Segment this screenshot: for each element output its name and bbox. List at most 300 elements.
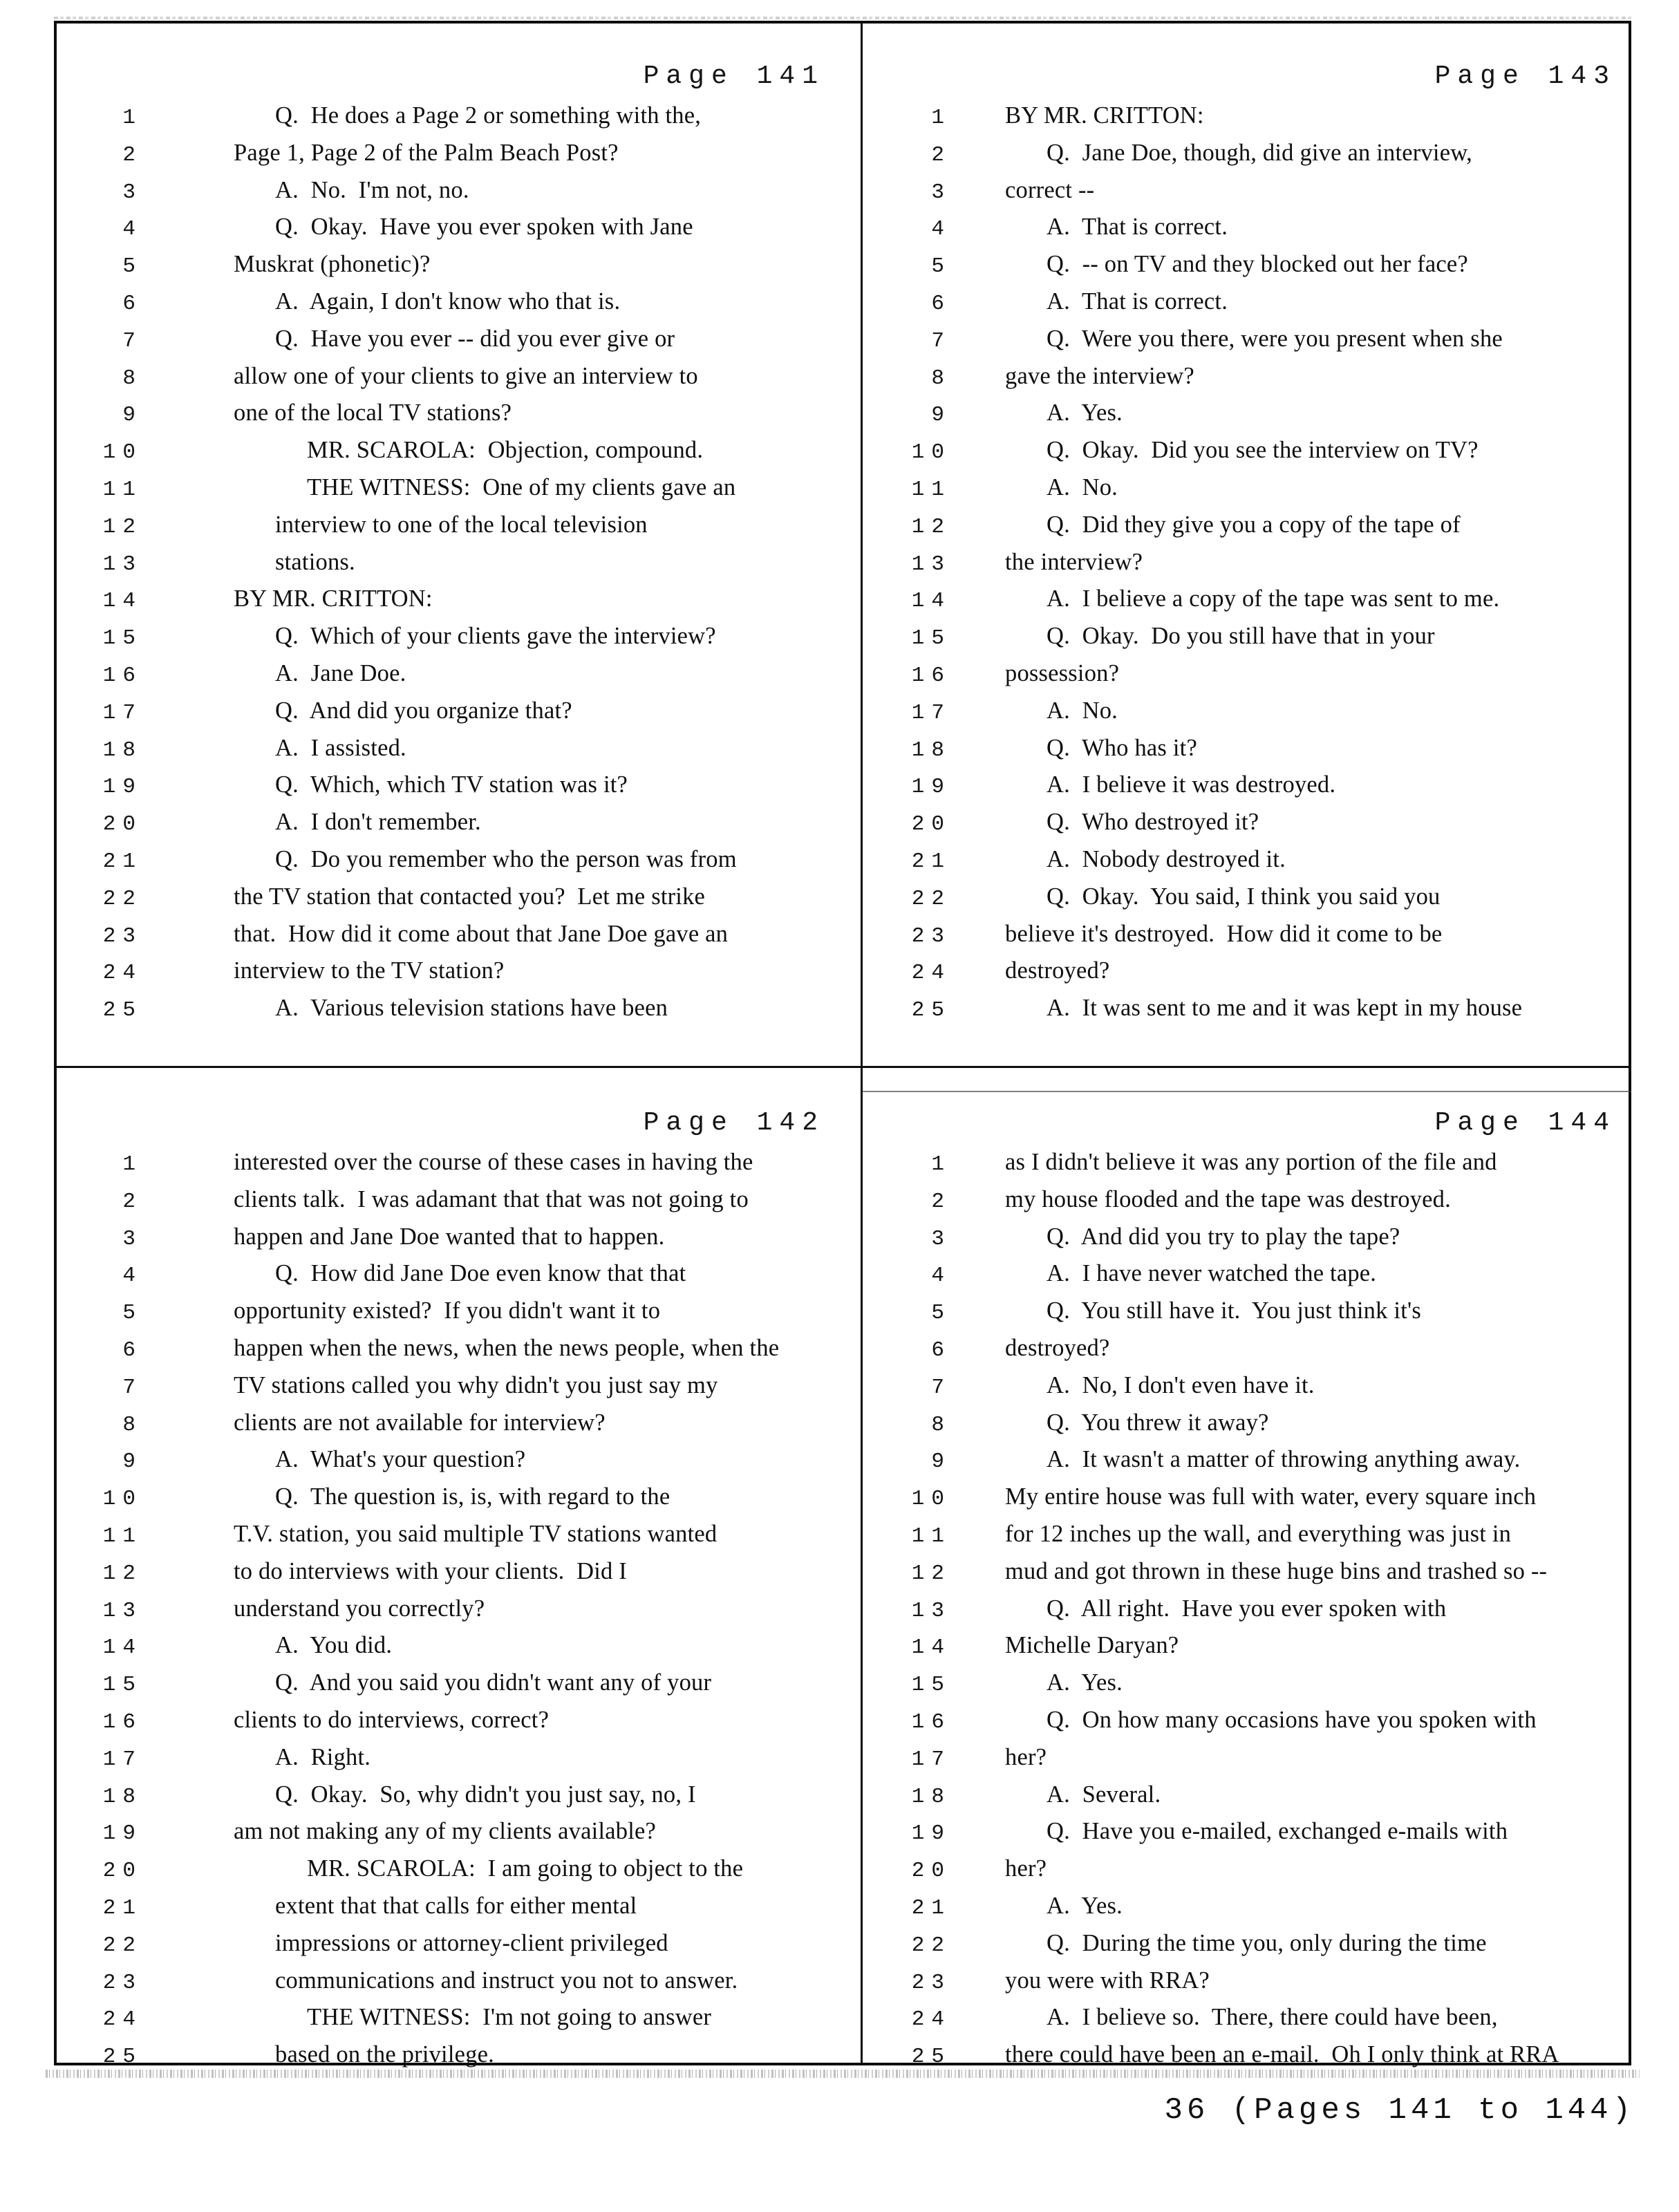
line-number: 13 <box>102 552 142 577</box>
line-number: 10 <box>102 1487 142 1512</box>
transcript-line <box>54 288 861 326</box>
line-text: clients to do interviews, correct? <box>234 1706 550 1733</box>
transcript-line <box>863 846 1631 883</box>
line-number: 19 <box>102 775 142 800</box>
line-number: 19 <box>102 1821 142 1846</box>
line-number: 19 <box>911 775 951 800</box>
line-number: 2 <box>122 142 142 167</box>
line-number: 8 <box>931 366 951 391</box>
line-number: 21 <box>102 1895 142 1920</box>
transcript-line <box>54 140 861 177</box>
transcript-line <box>863 2004 1631 2041</box>
line-text: Q. The question is, is, with regard to the <box>275 1483 670 1510</box>
line-text: A. I have never watched the tape. <box>1047 1260 1377 1287</box>
transcript-line <box>863 512 1631 549</box>
line-number: 24 <box>102 2007 142 2032</box>
transcript-line <box>863 921 1631 958</box>
line-text: destroyed? <box>1005 1334 1110 1361</box>
line-text: Q. -- on TV and they blocked out her face? <box>1047 251 1468 278</box>
line-text: Q. Which of your clients gave the interview? <box>275 623 716 650</box>
transcript-line <box>863 140 1631 177</box>
line-number: 25 <box>102 2045 142 2070</box>
line-text: Q. Okay. Did you see the interview on TV? <box>1047 437 1479 464</box>
line-number: 11 <box>911 1524 951 1548</box>
line-text: Q. Were you there, were you present when she <box>1047 325 1503 352</box>
line-text: THE WITNESS: I'm not going to answer <box>307 2004 712 2031</box>
scan-noise-top <box>54 17 1631 19</box>
line-number: 17 <box>102 1747 142 1772</box>
transcript-line <box>863 1707 1631 1744</box>
line-number: 22 <box>911 1933 951 1958</box>
line-text: happen and Jane Doe wanted that to happen. <box>234 1223 665 1250</box>
line-number: 25 <box>911 2045 951 2070</box>
line-text: stations. <box>275 548 355 575</box>
line-number: 14 <box>911 589 951 614</box>
line-text: to do interviews with your clients. Did I <box>234 1557 627 1584</box>
line-number: 4 <box>122 1264 142 1288</box>
line-text: A. Several. <box>1047 1781 1161 1808</box>
line-number: 8 <box>122 366 142 391</box>
line-text: the TV station that contacted you? Let me strike <box>234 883 706 910</box>
line-text: you were with RRA? <box>1005 1967 1210 1994</box>
line-number: 10 <box>911 1487 951 1512</box>
transcript-line <box>863 1149 1631 1186</box>
line-number: 2 <box>931 142 951 167</box>
transcript-line <box>863 1930 1631 1967</box>
line-number: 12 <box>102 1561 142 1586</box>
transcript-line <box>54 1483 861 1521</box>
line-text: Q. You threw it away? <box>1047 1409 1269 1436</box>
line-text: Michelle Daryan? <box>1005 1632 1179 1659</box>
line-text: based on the privilege. <box>275 2041 494 2068</box>
line-number: 7 <box>122 1375 142 1400</box>
transcript-line <box>863 957 1631 995</box>
transcript-line <box>54 585 861 623</box>
transcript-line <box>863 1372 1631 1409</box>
line-number: 6 <box>931 291 951 316</box>
line-text: A. Yes. <box>1047 400 1123 427</box>
line-number: 11 <box>102 477 142 502</box>
transcript-line <box>54 735 861 772</box>
transcript-line <box>54 363 861 400</box>
transcript-line <box>863 1335 1631 1372</box>
line-number: 13 <box>911 1598 951 1623</box>
line-text: Q. Who has it? <box>1047 734 1197 761</box>
transcript-line <box>863 1483 1631 1521</box>
line-text: the interview? <box>1005 548 1143 575</box>
line-text: interview to one of the local television <box>275 511 648 538</box>
transcript-line <box>54 1781 861 1819</box>
line-number: 16 <box>102 663 142 688</box>
transcript-line <box>54 437 861 474</box>
line-number: 6 <box>931 1338 951 1362</box>
line-text: communications and instruct you not to answer. <box>275 1967 738 1994</box>
transcript-line <box>863 995 1631 1032</box>
line-text: allow one of your clients to give an interview to <box>234 362 698 389</box>
line-number: 20 <box>911 1859 951 1884</box>
line-text: Q. Did they give you a copy of the tape of <box>1047 511 1461 538</box>
line-text: A. I believe so. There, there could have been, <box>1047 2004 1498 2031</box>
transcript-line <box>54 1186 861 1224</box>
line-text: interested over the course of these cases in having the <box>234 1149 753 1175</box>
line-text: Q. He does a Page 2 or something with the, <box>275 102 702 129</box>
line-number: 20 <box>911 812 951 837</box>
line-number: 7 <box>931 1375 951 1400</box>
line-text: T.V. station, you said multiple TV stations wanted <box>234 1520 717 1547</box>
line-text: A. No. <box>1047 474 1118 500</box>
line-number: 15 <box>911 1673 951 1698</box>
transcript-line <box>54 2004 861 2041</box>
transcript-line <box>54 697 861 735</box>
transcript-line <box>54 1260 861 1297</box>
line-number: 2 <box>931 1189 951 1214</box>
transcript-line <box>54 921 861 958</box>
transcript-line <box>54 326 861 363</box>
line-number: 21 <box>911 849 951 874</box>
line-text: MR. SCAROLA: I am going to object to the <box>307 1855 744 1882</box>
line-text: Q. How did Jane Doe even know that that <box>275 1260 686 1287</box>
line-text: Q. Have you e-mailed, exchanged e-mails with <box>1047 1818 1508 1845</box>
line-number: 17 <box>911 700 951 725</box>
transcript-line <box>863 883 1631 921</box>
transcript-line <box>54 1595 861 1633</box>
line-text: A. I assisted. <box>275 734 406 761</box>
line-text: Q. Do you remember who the person was from <box>275 845 737 872</box>
line-number: 16 <box>911 1709 951 1734</box>
transcript-line <box>54 400 861 437</box>
line-number: 13 <box>911 552 951 577</box>
line-text: Q. Who destroyed it? <box>1047 809 1259 836</box>
line-text: A. I don't remember. <box>275 809 481 836</box>
line-number: 24 <box>911 2007 951 2032</box>
line-text: Q. And you said you didn't want any of your <box>275 1669 712 1696</box>
line-text: Q. And did you organize that? <box>275 697 572 724</box>
transcript-line <box>54 512 861 549</box>
line-text: A. Jane Doe. <box>275 659 406 686</box>
transcript-line <box>863 288 1631 326</box>
line-number: 3 <box>931 180 951 205</box>
page-header: Page 144 <box>1434 1108 1616 1138</box>
line-number: 25 <box>911 998 951 1023</box>
transcript-line <box>863 1521 1631 1558</box>
transcript-line <box>54 1558 861 1595</box>
page-header: Page 141 <box>643 62 825 91</box>
line-text: A. No. I'm not, no. <box>275 176 469 203</box>
line-number: 7 <box>931 328 951 353</box>
transcript-line <box>54 177 861 214</box>
line-text: believe it's destroyed. How did it come to be <box>1005 920 1443 947</box>
line-number: 23 <box>102 924 142 948</box>
transcript-line <box>863 1186 1631 1224</box>
line-text: correct -- <box>1005 176 1095 203</box>
line-number: 20 <box>102 1859 142 1884</box>
transcript-line <box>54 1149 861 1186</box>
transcript-line <box>54 474 861 512</box>
line-number: 10 <box>102 440 142 465</box>
line-number: 9 <box>931 403 951 428</box>
line-number: 14 <box>911 1635 951 1660</box>
line-number: 22 <box>911 886 951 911</box>
line-text: My entire house was full with water, every square inch <box>1005 1483 1537 1510</box>
line-number: 4 <box>122 217 142 242</box>
line-number: 12 <box>102 514 142 539</box>
transcript-line <box>863 1781 1631 1819</box>
transcript-line <box>54 846 861 883</box>
transcript-line <box>863 1595 1631 1633</box>
line-number: 5 <box>931 254 951 279</box>
line-number: 5 <box>122 254 142 279</box>
transcript-line <box>863 1893 1631 1930</box>
transcript-line <box>863 2041 1631 2079</box>
line-number: 2 <box>122 1189 142 1214</box>
line-number: 11 <box>911 477 951 502</box>
line-number: 22 <box>102 886 142 911</box>
line-number: 18 <box>102 1784 142 1809</box>
transcript-line <box>863 1818 1631 1855</box>
line-text: her? <box>1005 1743 1047 1770</box>
line-text: A. What's your question? <box>275 1446 526 1473</box>
transcript-line <box>54 1335 861 1372</box>
transcript-line <box>54 2041 861 2079</box>
transcript-line <box>863 326 1631 363</box>
transcript-line <box>863 400 1631 437</box>
transcript-line <box>54 1521 861 1558</box>
line-number: 5 <box>931 1301 951 1326</box>
line-number: 9 <box>122 1450 142 1474</box>
line-number: 1 <box>931 1152 951 1177</box>
line-number: 8 <box>931 1412 951 1437</box>
line-text: A. Yes. <box>1047 1669 1123 1696</box>
line-number: 11 <box>102 1524 142 1548</box>
transcript-line <box>54 102 861 140</box>
transcript-line <box>863 660 1631 697</box>
line-text: A. You did. <box>275 1632 393 1659</box>
quadrant-page-142 <box>54 1070 861 2070</box>
transcript-line <box>54 623 861 660</box>
line-text: Q. Okay. You said, I think you said you <box>1047 883 1441 910</box>
quadrant-page-144 <box>863 1070 1631 2070</box>
line-number: 7 <box>122 328 142 353</box>
transcript-line <box>54 1744 861 1781</box>
line-number: 17 <box>911 1747 951 1772</box>
line-number: 20 <box>102 812 142 837</box>
sheet-page-number: 36 (Pages 141 to 144) <box>1164 2093 1635 2128</box>
line-number: 21 <box>102 849 142 874</box>
line-number: 23 <box>911 924 951 948</box>
line-number: 23 <box>102 1970 142 1995</box>
line-text: THE WITNESS: One of my clients gave an <box>307 474 736 500</box>
transcript-line <box>54 1372 861 1409</box>
line-number: 18 <box>911 738 951 762</box>
line-text: Q. And did you try to play the tape? <box>1047 1223 1400 1250</box>
line-text: possession? <box>1005 659 1120 686</box>
line-number: 1 <box>122 1152 142 1177</box>
line-text: MR. SCAROLA: Objection, compound. <box>307 437 704 464</box>
line-number: 3 <box>931 1226 951 1251</box>
line-number: 3 <box>122 180 142 205</box>
transcript-line <box>54 995 861 1032</box>
line-text: as I didn't believe it was any portion of the file and <box>1005 1149 1497 1175</box>
line-number: 22 <box>102 1933 142 1958</box>
line-text: Q. Okay. Have you ever spoken with Jane <box>275 214 693 241</box>
line-text: extent that that calls for either mental <box>275 1892 637 1919</box>
line-text: A. Again, I don't know who that is. <box>275 288 621 315</box>
transcript-line <box>54 957 861 995</box>
line-text: clients talk. I was adamant that that was not going to <box>234 1185 749 1212</box>
line-text: A. I believe a copy of the tape was sent to me. <box>1047 585 1500 612</box>
line-text: Q. On how many occasions have you spoken with <box>1047 1706 1537 1733</box>
line-number: 23 <box>911 1970 951 1995</box>
line-text: there could have been an e-mail. Oh I only think at RRA <box>1005 2041 1559 2068</box>
transcript-line <box>54 1707 861 1744</box>
line-number: 18 <box>911 1784 951 1809</box>
transcript-line <box>863 251 1631 288</box>
line-text: A. Yes. <box>1047 1892 1123 1919</box>
transcript-line <box>863 363 1631 400</box>
line-text: TV stations called you why didn't you just say my <box>234 1371 718 1398</box>
line-number: 9 <box>931 1450 951 1474</box>
line-number: 15 <box>102 626 142 651</box>
line-number: 16 <box>102 1709 142 1734</box>
transcript-line <box>54 251 861 288</box>
horizontal-divider <box>54 1066 1631 1068</box>
line-text: Q. Which, which TV station was it? <box>275 771 628 798</box>
line-text: am not making any of my clients available? <box>234 1818 657 1845</box>
line-text: understand you correctly? <box>234 1595 485 1622</box>
transcript-line <box>863 474 1631 512</box>
line-text: opportunity existed? If you didn't want it to <box>234 1297 661 1324</box>
line-text: A. That is correct. <box>1047 214 1228 241</box>
line-number: 15 <box>102 1673 142 1698</box>
transcript-line <box>863 1855 1631 1893</box>
line-text: Q. You still have it. You just think it's <box>1047 1297 1422 1324</box>
transcript-line <box>863 1669 1631 1707</box>
transcript-line <box>54 1632 861 1669</box>
line-text: Q. Jane Doe, though, did give an interview, <box>1047 139 1472 166</box>
transcript-line <box>54 660 861 697</box>
line-number: 9 <box>122 403 142 428</box>
transcript-line <box>863 437 1631 474</box>
transcript-line <box>54 809 861 846</box>
line-number: 6 <box>122 291 142 316</box>
transcript-line <box>863 177 1631 214</box>
line-number: 1 <box>931 106 951 130</box>
line-text: impressions or attorney-client privileged <box>275 1929 668 1956</box>
transcript-line <box>863 771 1631 809</box>
line-text: Muskrat (phonetic)? <box>234 251 431 278</box>
line-text: one of the local TV stations? <box>234 400 512 427</box>
line-text: Q. All right. Have you ever spoken with <box>1047 1595 1447 1622</box>
transcript-line <box>54 1930 861 1967</box>
line-number: 24 <box>911 961 951 986</box>
line-text: her? <box>1005 1855 1047 1882</box>
line-number: 14 <box>102 589 142 614</box>
line-number: 5 <box>122 1301 142 1326</box>
transcript-line <box>54 1669 861 1707</box>
line-number: 6 <box>122 1338 142 1362</box>
line-text: A. It wasn't a matter of throwing anything away. <box>1047 1446 1521 1473</box>
quadrant-page-141 <box>54 24 861 1064</box>
line-text: happen when the news, when the news people, when the <box>234 1334 780 1361</box>
transcript-line <box>863 697 1631 735</box>
line-text: clients are not available for interview? <box>234 1409 606 1436</box>
line-number: 14 <box>102 1635 142 1660</box>
line-text: my house flooded and the tape was destroyed. <box>1005 1185 1451 1212</box>
line-list <box>863 102 1631 1032</box>
transcript-line <box>863 1446 1631 1483</box>
transcript-line <box>863 214 1631 251</box>
line-number: 15 <box>911 626 951 651</box>
line-number: 16 <box>911 663 951 688</box>
page-header: Page 143 <box>1434 62 1616 91</box>
transcript-line <box>54 1409 861 1447</box>
line-text: Q. Have you ever -- did you ever give or <box>275 325 675 352</box>
transcript-line <box>54 1818 861 1855</box>
line-text: A. It was sent to me and it was kept in my house <box>1047 995 1523 1022</box>
line-text: A. Nobody destroyed it. <box>1047 845 1286 872</box>
quadrant-page-143 <box>863 24 1631 1064</box>
line-text: A. No. <box>1047 697 1118 724</box>
line-text: destroyed? <box>1005 957 1110 984</box>
line-number: 1 <box>122 106 142 130</box>
line-number: 17 <box>102 700 142 725</box>
transcript-line <box>863 549 1631 586</box>
transcript-line <box>54 1967 861 2005</box>
line-text: Q. Okay. So, why didn't you just say, no, I <box>275 1781 696 1808</box>
transcript-line <box>863 1558 1631 1595</box>
transcript-line <box>54 771 861 809</box>
transcript-line <box>54 1446 861 1483</box>
line-text: Q. Okay. Do you still have that in your <box>1047 623 1435 650</box>
transcript-line <box>863 585 1631 623</box>
line-text: that. How did it come about that Jane Doe gave an <box>234 920 729 947</box>
transcript-line <box>54 1297 861 1335</box>
line-text: interview to the TV station? <box>234 957 505 984</box>
line-text: A. No, I don't even have it. <box>1047 1371 1315 1398</box>
line-number: 12 <box>911 514 951 539</box>
line-text: A. Right. <box>275 1743 371 1770</box>
transcript-line <box>863 1744 1631 1781</box>
line-text: gave the interview? <box>1005 362 1194 389</box>
line-number: 21 <box>911 1895 951 1920</box>
line-text: BY MR. CRITTON: <box>234 585 433 612</box>
transcript-line <box>863 1632 1631 1669</box>
transcript-line <box>863 1409 1631 1447</box>
transcript-line <box>863 1224 1631 1261</box>
transcript-line <box>54 1855 861 1893</box>
line-number: 4 <box>931 1264 951 1288</box>
transcript-line <box>863 1297 1631 1335</box>
transcript-line <box>863 1260 1631 1297</box>
transcript-line <box>863 102 1631 140</box>
line-number: 18 <box>102 738 142 762</box>
line-list <box>863 1149 1631 2079</box>
transcript-line <box>863 735 1631 772</box>
line-text: BY MR. CRITTON: <box>1005 102 1204 129</box>
line-number: 8 <box>122 1412 142 1437</box>
line-list <box>54 1149 861 2079</box>
transcript-line <box>863 809 1631 846</box>
page-header: Page 142 <box>643 1108 825 1138</box>
transcript-line <box>863 623 1631 660</box>
line-number: 3 <box>122 1226 142 1251</box>
transcript-line <box>54 1893 861 1930</box>
transcript-line <box>863 1967 1631 2005</box>
line-number: 12 <box>911 1561 951 1586</box>
line-number: 19 <box>911 1821 951 1846</box>
line-number: 25 <box>102 998 142 1023</box>
line-text: for 12 inches up the wall, and everything was just in <box>1005 1520 1512 1547</box>
